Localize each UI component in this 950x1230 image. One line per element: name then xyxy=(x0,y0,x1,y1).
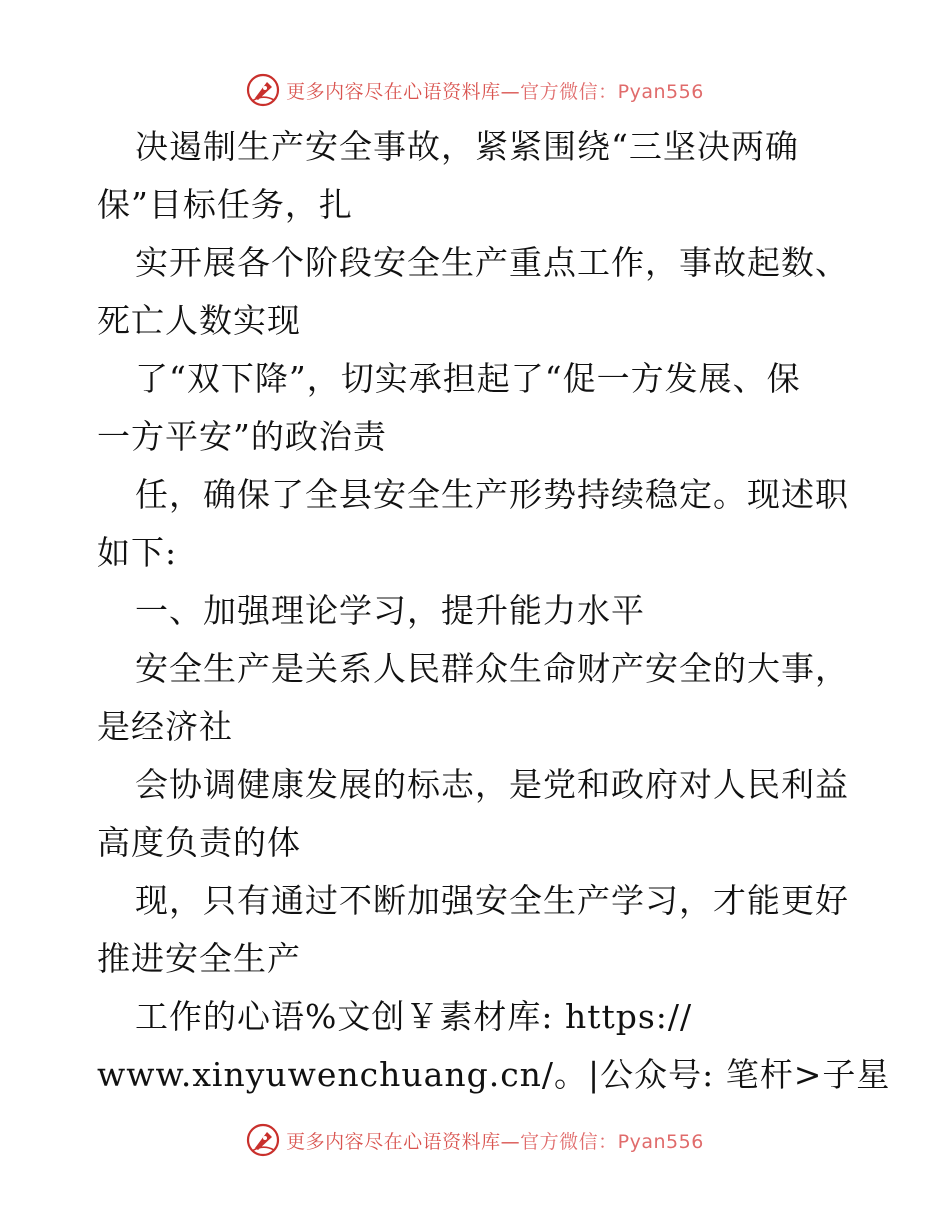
text-line: 工作的心语%文创￥素材库: https:// xyxy=(135,997,693,1036)
pen-nib-logo-icon xyxy=(246,1123,280,1157)
text-line: 一、加强理论学习，提升能力水平 xyxy=(135,591,645,630)
text-line: 会协调健康发展的标志，是党和政府对人民利益 xyxy=(135,765,849,804)
watermark-footer-inner xyxy=(246,1123,704,1157)
text-line: www.xinyuwenchuang.cn/。|公众号: 笔杆>子星 xyxy=(97,1055,891,1094)
text-line: 一方平安”的政治责 xyxy=(97,417,387,456)
text-line: 实开展各个阶段安全生产重点工作，事故起数、 xyxy=(135,243,849,282)
text-line: 保”目标任务，扎 xyxy=(97,185,353,224)
pen-nib-logo-icon xyxy=(246,73,280,107)
text-line: 现，只有通过不断加强安全生产学习，才能更好 xyxy=(135,881,849,920)
watermark-header-text: 更多内容尽在心语资料库—官方微信：Pyan556 xyxy=(286,80,704,103)
watermark-header xyxy=(0,70,950,110)
watermark-header-inner xyxy=(246,73,704,107)
text-line: 推进安全生产 xyxy=(97,939,301,978)
text-line: 死亡人数实现 xyxy=(97,301,301,340)
text-line: 安全生产是关系人民群众生命财产安全的大事， xyxy=(135,649,849,688)
text-line: 高度负责的体 xyxy=(97,823,301,862)
document-body xyxy=(97,118,891,1104)
text-line: 了“双下降”，切实承担起了“促一方发展、保 xyxy=(135,359,801,398)
watermark-footer xyxy=(0,1120,950,1160)
text-line: 决遏制生产安全事故，紧紧围绕“三坚决两确 xyxy=(135,127,799,166)
text-line: 是经济社 xyxy=(97,707,233,746)
text-line: 任，确保了全县安全生产形势持续稳定。现述职 xyxy=(135,475,849,514)
watermark-footer-text: 更多内容尽在心语资料库—官方微信：Pyan556 xyxy=(286,1130,704,1153)
text-line: 如下: xyxy=(97,533,178,572)
